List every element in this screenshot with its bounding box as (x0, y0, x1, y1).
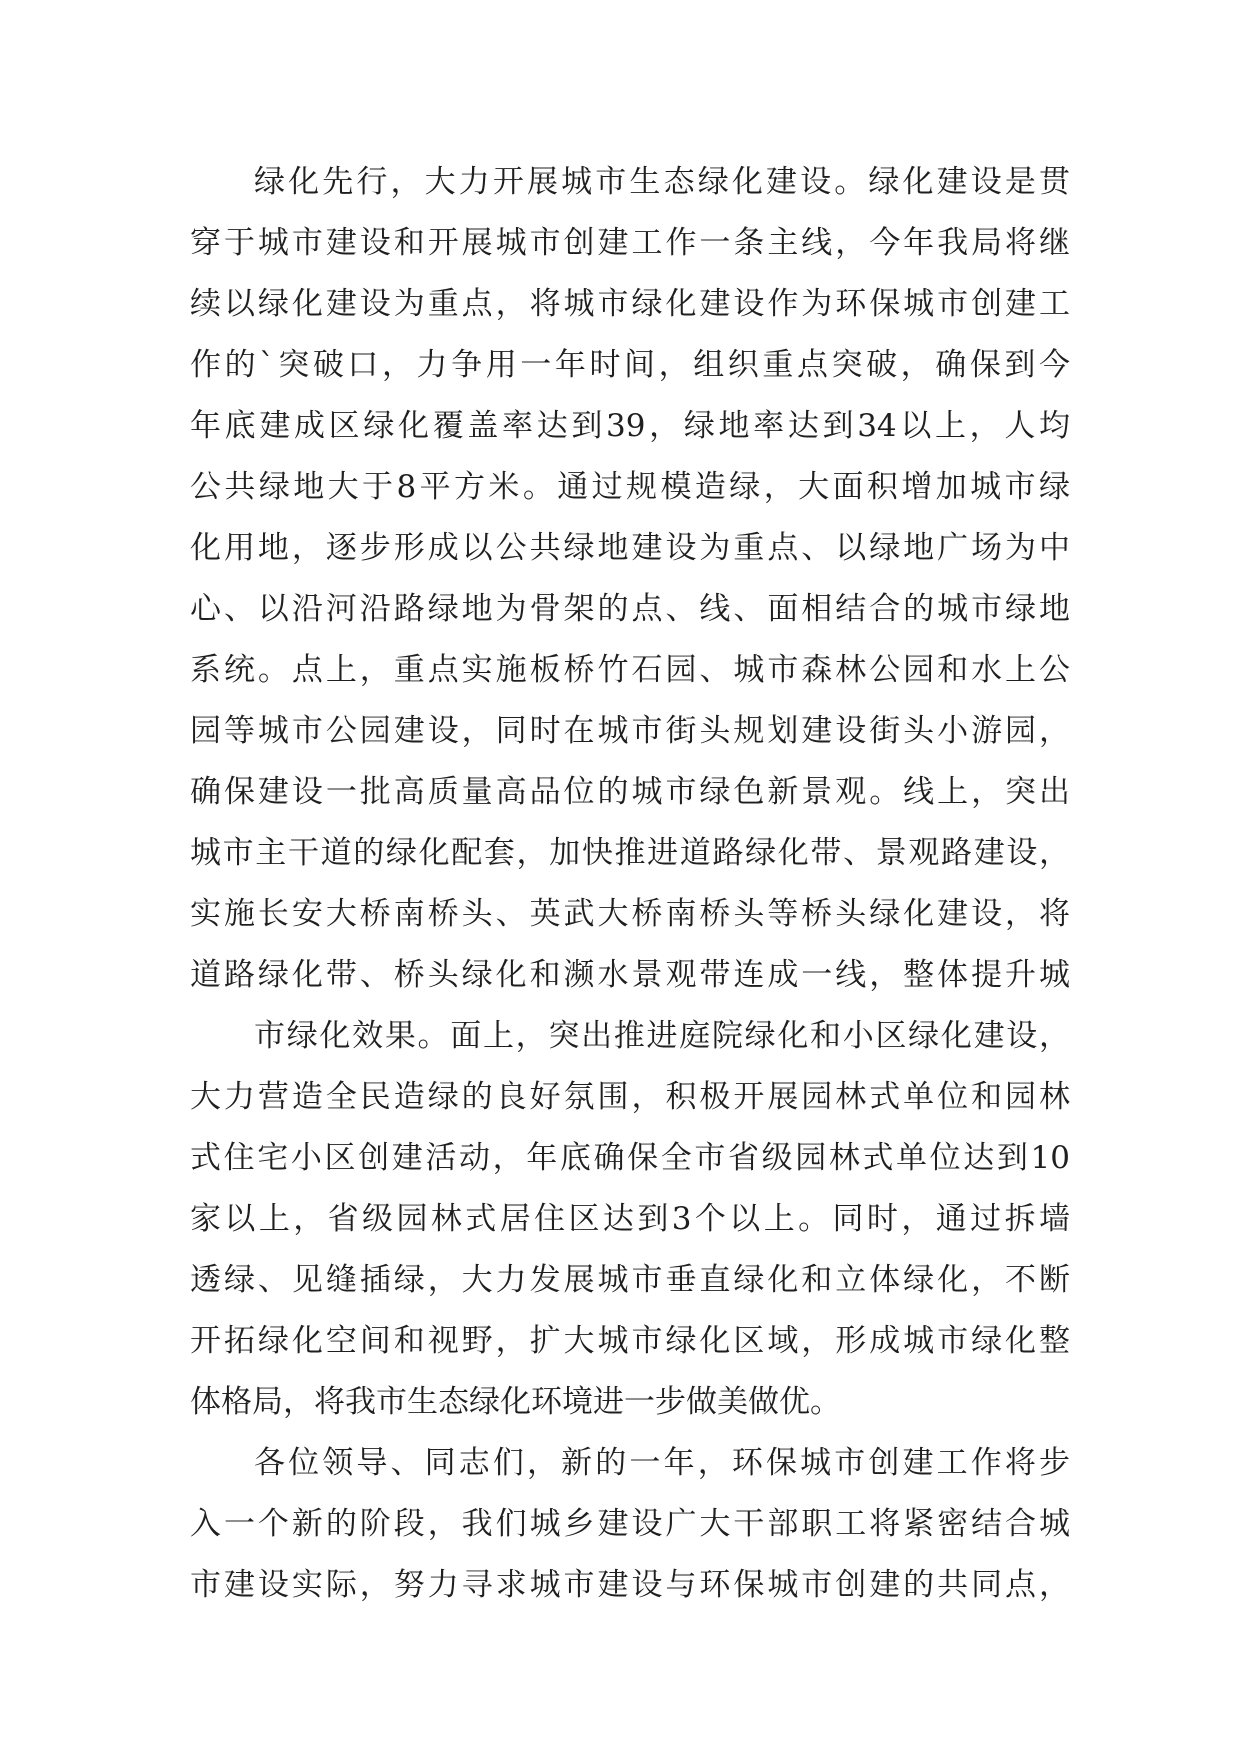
text-line: 城市主干道的绿化配套，加快推进道路绿化带、景观路建设， (190, 835, 1070, 871)
text-line: 入一个新的阶段，我们城乡建设广大干部职工将紧密结合城 (190, 1506, 1070, 1542)
text-line: 公共绿地大于8平方米。通过规模造绿，大面积增加城市绿 (190, 469, 1070, 505)
text-line: 心、以沿河沿路绿地为骨架的点、线、面相结合的城市绿地 (190, 591, 1070, 627)
text-line: 绿化先行，大力开展城市生态绿化建设。绿化建设是贯 (254, 164, 1070, 200)
body-text (190, 152, 1070, 1616)
text-line: 市绿化效果。面上，突出推进庭院绿化和小区绿化建设， (254, 1018, 1070, 1054)
text-line: 各位领导、同志们，新的一年，环保城市创建工作将步 (254, 1445, 1070, 1481)
text-line: 开拓绿化空间和视野，扩大城市绿化区域，形成城市绿化整 (190, 1323, 1070, 1359)
text-line: 园等城市公园建设，同时在城市街头规划建设街头小游园， (190, 713, 1070, 749)
text-line: 透绿、见缝插绿，大力发展城市垂直绿化和立体绿化，不断 (190, 1262, 1070, 1298)
text-line: 家以上，省级园林式居住区达到3个以上。同时，通过拆墙 (190, 1201, 1070, 1237)
text-line: 作的`突破口，力争用一年时间，组织重点突破，确保到今 (190, 347, 1070, 383)
text-line: 确保建设一批高质量高品位的城市绿色新景观。线上，突出 (190, 774, 1070, 810)
text-line: 化用地，逐步形成以公共绿地建设为重点、以绿地广场为中 (190, 530, 1070, 566)
text-line: 式住宅小区创建活动，年底确保全市省级园林式单位达到10 (190, 1140, 1070, 1176)
text-line: 年底建成区绿化覆盖率达到39，绿地率达到34以上，人均 (190, 408, 1070, 444)
text-line: 系统。点上，重点实施板桥竹石园、城市森林公园和水上公 (190, 652, 1070, 688)
text-line: 体格局，将我市生态绿化环境进一步做美做优。 (190, 1384, 841, 1420)
text-line: 大力营造全民造绿的良好氛围，积极开展园林式单位和园林 (190, 1079, 1070, 1115)
text-line: 道路绿化带、桥头绿化和濒水景观带连成一线，整体提升城 (190, 957, 1070, 993)
text-line: 市建设实际，努力寻求城市建设与环保城市创建的共同点， (190, 1567, 1070, 1603)
text-line: 实施长安大桥南桥头、英武大桥南桥头等桥头绿化建设，将 (190, 896, 1070, 932)
text-line: 穿于城市建设和开展城市创建工作一条主线，今年我局将继 (190, 225, 1070, 261)
text-line: 续以绿化建设为重点，将城市绿化建设作为环保城市创建工 (190, 286, 1070, 322)
